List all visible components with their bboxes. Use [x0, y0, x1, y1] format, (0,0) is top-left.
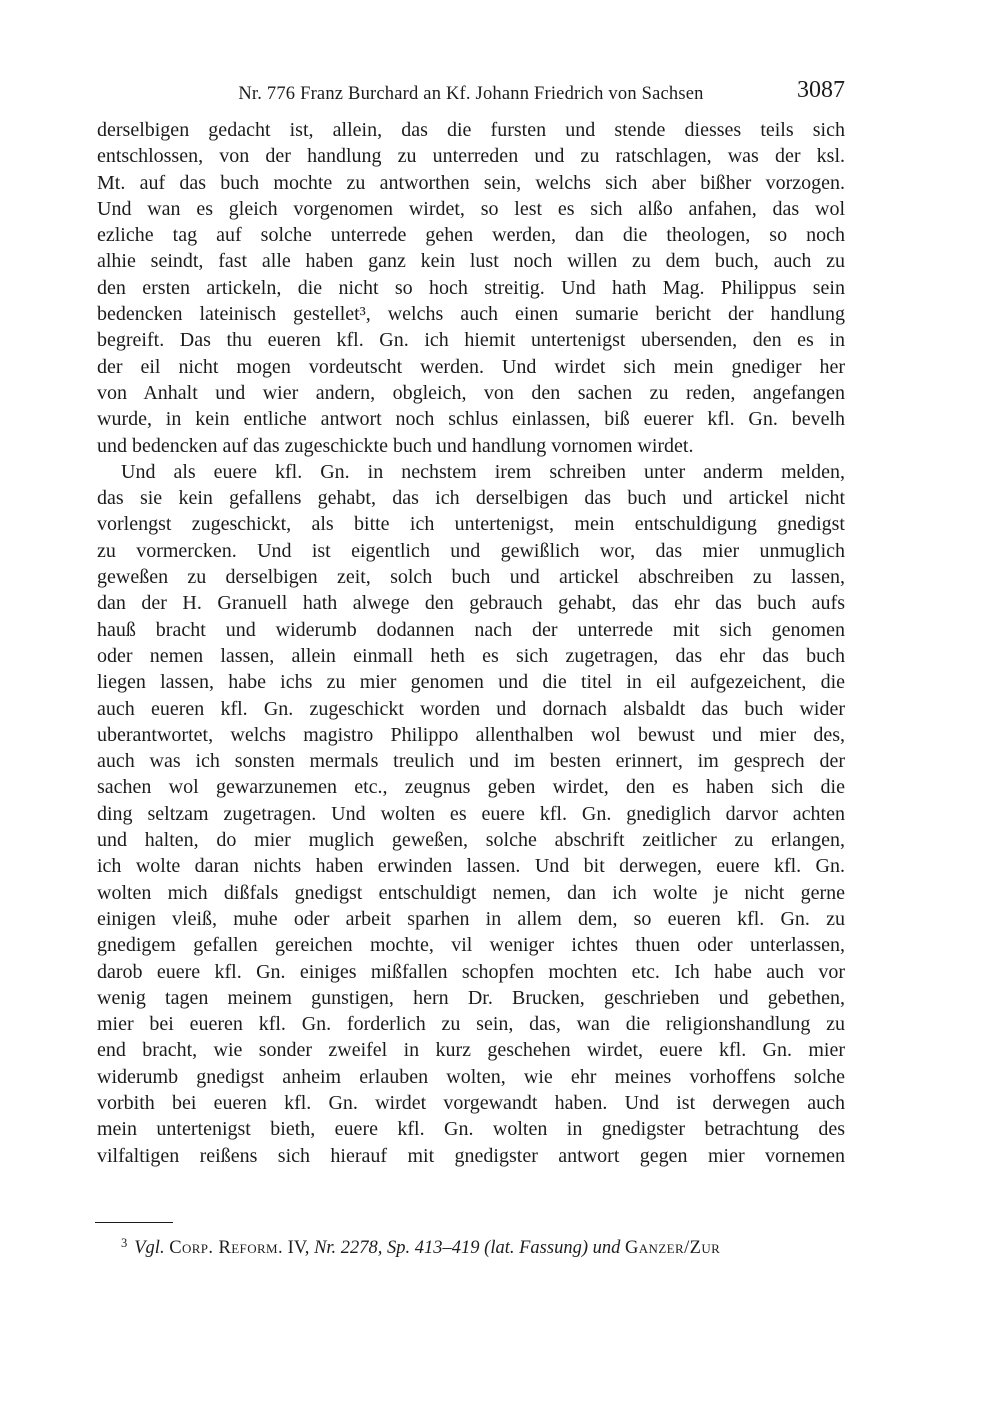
text-line: oder nemen lassen, allein einmall heth es sich zugetragen, das ehr das buch: [97, 644, 845, 667]
text-line: wolten mich dißfals gnedigst entschuldigt nemen, dan ich wolte je nicht gerne: [97, 881, 845, 904]
text-line: alhie seindt, fast alle haben ganz kein lust noch willen zu dem buch, auch zu: [97, 250, 845, 273]
text-line: einigen vleiß, muhe oder arbeit sparhen in allem dem, so eueren kfl. Gn. zu: [97, 907, 845, 930]
text-line: end bracht, wie sonder zweifel in kurz geschehen wirdet, euere kfl. Gn. mier: [97, 1039, 845, 1062]
text-line: zu vormercken. Und ist eigentlich und gewißlich wor, das mier unmuglich: [97, 539, 845, 562]
text-line: vorbith bei eueren kfl. Gn. wirdet vorgewandt haben. Und ist derwegen auch: [97, 1091, 845, 1114]
text-line: ezliche tag auf solche unterrede gehen werden, dan die theologen, so noch: [97, 224, 845, 247]
footnote-segment: Vgl.: [134, 1238, 165, 1258]
paragraph: [97, 459, 845, 1169]
text-line: dan der H. Granuell hath alwege den gebrauch gehabt, das ehr das buch aufs: [97, 592, 845, 615]
text-line: gnedigem gefallen gereichen mochte, vil weniger ichtes thuen oder unterlassen,: [97, 934, 845, 957]
text-line: wurde, in kein entliche antwort noch schlus einlassen, biß euerer kfl. Gn. bevelh: [97, 408, 845, 431]
text-line: auch was ich sonsten mermals treulich und im besten erinnert, im gesprech der: [97, 750, 845, 773]
text-line: begreift. Das thu eueren kfl. Gn. ich hiemit untertenigst ubersenden, den es in: [97, 329, 845, 352]
text-line: vorlengst zugeschickt, als bitte ich untertenigst, mein entschuldigung gnedigst: [97, 513, 845, 536]
text-line: liegen lassen, habe ichs zu mier genomen und die titel in eil aufgezeichent, die: [97, 671, 845, 694]
footnote-segment: Corp. Reform.: [169, 1238, 284, 1258]
text-line: entschlossen, von der handlung zu unterreden und zu ratschlagen, was der ksl.: [97, 145, 845, 168]
text-line: ich wolte daran nichts haben erwinden lassen. Und bit derwegen, euere kfl. Gn.: [97, 855, 845, 878]
text-line: Und wan es gleich vorgenomen wirdet, so lest es sich alßo anfahen, das wol: [97, 197, 845, 220]
text-line: der eil nicht mogen vordeutscht werden. Und wirdet sich mein gnediger her: [97, 355, 845, 378]
text-line: Mt. auf das buch mochte zu antworthen sein, welchs sich aber bißher vorzogen.: [97, 171, 845, 194]
text-line: auch eueren kfl. Gn. zugeschickt worden und dornach alsbaldt das buch wider: [97, 697, 845, 720]
text-line: hauß bracht und widerumb dodannen nach der unterrede mit sich genomen: [97, 618, 845, 641]
footnote: [97, 1231, 845, 1261]
text-line: mein untertenigst bieth, euere kfl. Gn. wolten in gnedigster betrachtung des: [97, 1118, 845, 1141]
text-line: mier bei eueren kfl. Gn. forderlich zu sein, das, wan die religionshandlung zu: [97, 1013, 845, 1036]
text-line: vilfaltigen reißens sich hierauf mit gnedigster antwort gegen mier vornemen: [97, 1144, 845, 1167]
text-line: das sie kein gefallens gehabt, das ich derselbigen das buch und artickel nicht: [97, 487, 845, 510]
page-number: 3087: [797, 77, 845, 103]
body-text: [97, 117, 845, 1169]
text-line: und halten, do mier muglich geweßen, solche abschrift zeitlicher zu erlangen,: [97, 829, 845, 852]
footnote-text: [134, 1238, 720, 1258]
text-line: widerumb gnedigst anheim erlauben wolten, wie ehr meines vorhoffens solche: [97, 1065, 845, 1088]
text-line: Und als euere kfl. Gn. in nechstem irem schreiben unter anderm melden,: [121, 460, 845, 483]
page-header: [97, 77, 845, 110]
text-line: ding seltzam zugetragen. Und wolten es euere kfl. Gn. gnediglich darvor achten: [97, 802, 845, 825]
footnote-segment: Ganzer/Zur: [624, 1238, 721, 1258]
text-line: geweßen zu derselbigen zeit, solch buch und artickel abschreiben zu lassen,: [97, 566, 845, 589]
footnote-segment: Nr. 2278, Sp. 413–419 (lat. Fassung) und: [314, 1238, 621, 1258]
text-line: den ersten artickeln, die nicht so hoch streitig. Und hath Mag. Philippus sein: [97, 276, 845, 299]
text-line: sachen wol gewarzunemen etc., zeugnus geben wirdet, den es haben sich die: [97, 776, 845, 799]
text-line: uberantwortet, welchs magistro Philippo allenthalben wol bewust und mier des,: [97, 723, 845, 746]
text-line: von Anhalt und wier andern, obgleich, von den sachen zu reden, angefangen: [97, 381, 845, 404]
text-line: darob euere kfl. Gn. einiges mißfallen schopfen mochten etc. Ich habe auch vor: [97, 960, 845, 983]
running-title: Nr. 776 Franz Burchard an Kf. Johann Friedrich von Sachsen: [238, 84, 704, 104]
paragraph: [97, 117, 845, 459]
text-line: wenig tagen meinem gunstigen, hern Dr. Brucken, geschrieben und gebethen,: [97, 986, 845, 1009]
text-line: und bedencken auf das zugeschickte buch und handlung vornomen wirdet.: [97, 434, 694, 457]
text-line: bedencken lateinisch gestellet³, welchs auch einen sumarie bericht der handlung: [97, 303, 845, 326]
footnote-segment: IV,: [287, 1238, 310, 1258]
footnote-marker: 3: [121, 1236, 128, 1250]
footnote-separator: [95, 1222, 173, 1223]
text-line: derselbigen gedacht ist, allein, das die fursten und stende diesses teils sich: [97, 119, 845, 141]
